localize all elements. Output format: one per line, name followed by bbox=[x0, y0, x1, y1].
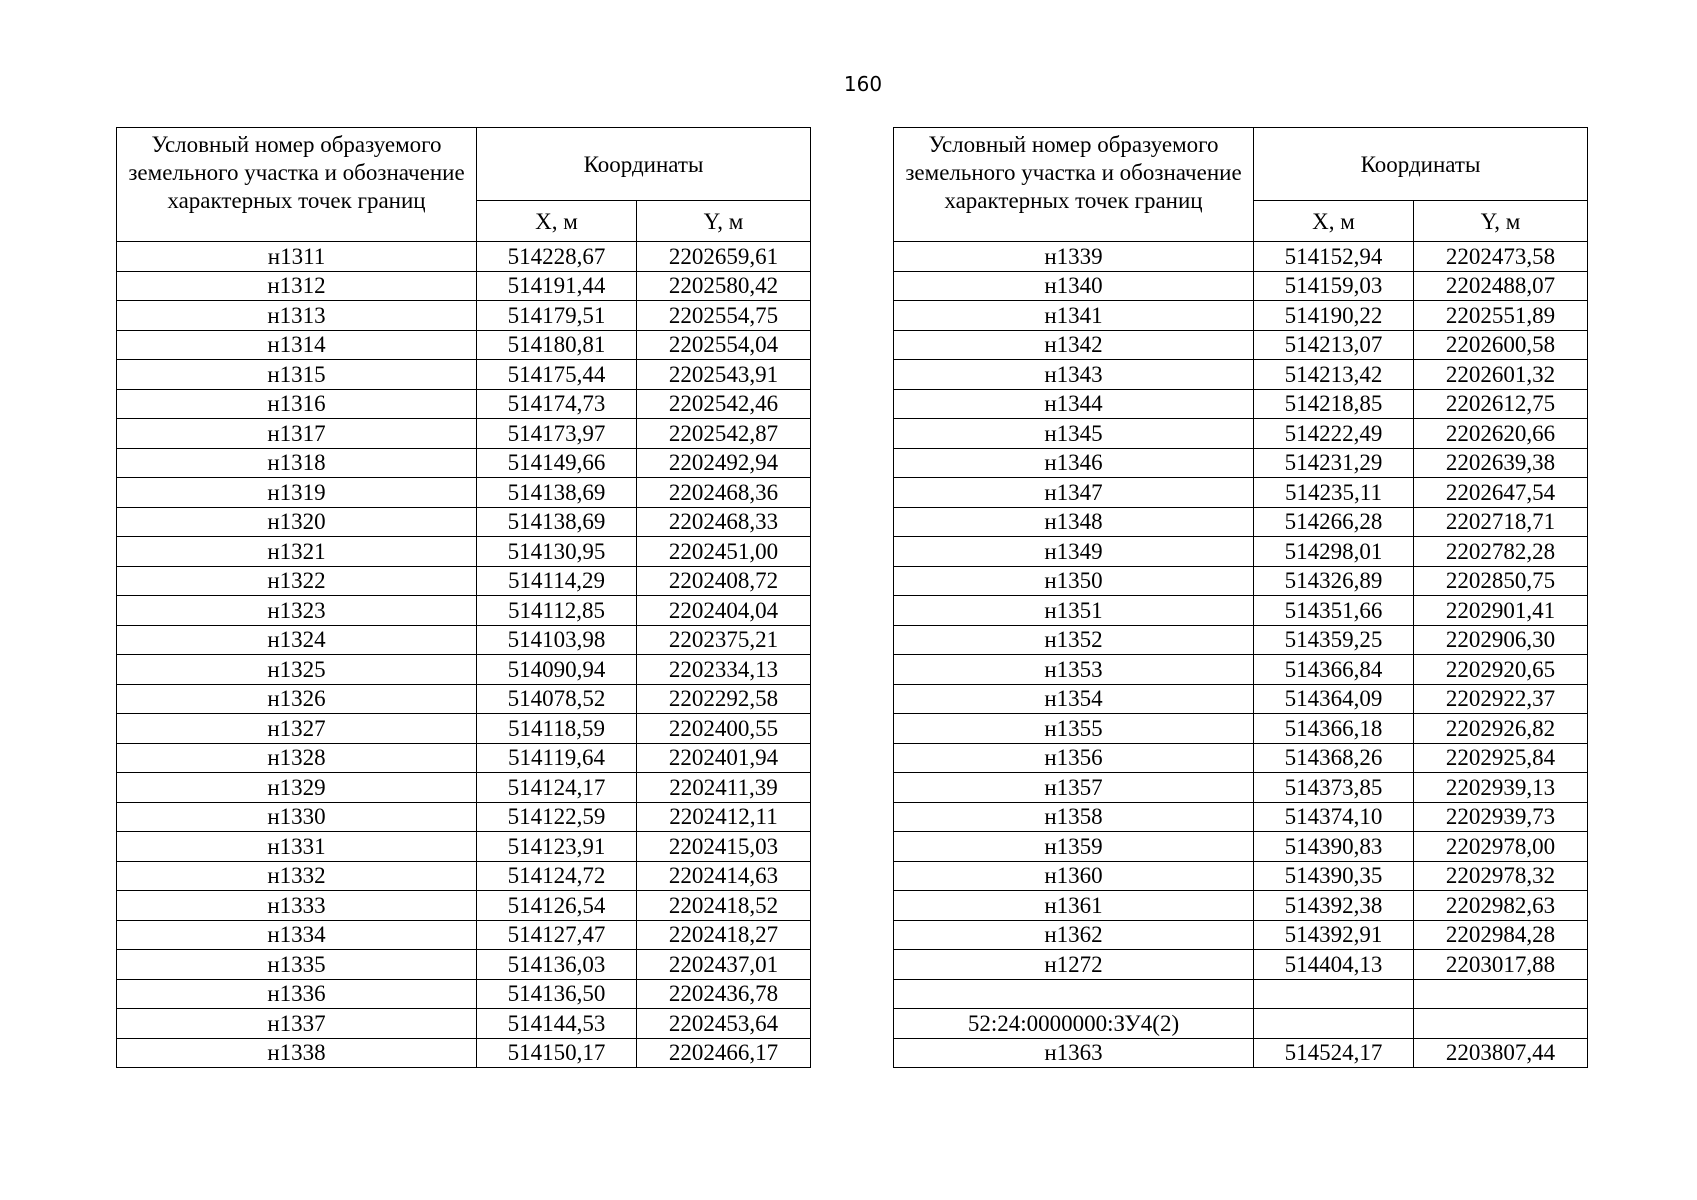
table-row bbox=[894, 950, 1588, 980]
x-coordinate-cell: 514124,72 bbox=[477, 861, 637, 891]
y-coordinate-cell: 2202554,04 bbox=[637, 330, 811, 360]
coordinates-table-left bbox=[116, 127, 811, 1068]
y-coordinate-cell: 2202925,84 bbox=[1414, 743, 1588, 773]
y-coordinate-cell: 2202408,72 bbox=[637, 566, 811, 596]
table-row bbox=[117, 920, 811, 950]
y-coordinate-cell: 2202639,38 bbox=[1414, 448, 1588, 478]
x-coordinate-cell: 514404,13 bbox=[1254, 950, 1414, 980]
y-coordinate-cell: 2202412,11 bbox=[637, 802, 811, 832]
y-coordinate-cell: 2202414,63 bbox=[637, 861, 811, 891]
y-coordinate-cell: 2202939,13 bbox=[1414, 773, 1588, 803]
point-name-cell: н1326 bbox=[117, 684, 477, 714]
point-name-cell: н1311 bbox=[117, 242, 477, 272]
x-coordinate-cell: 514123,91 bbox=[477, 832, 637, 862]
y-coordinate-cell: 2202473,58 bbox=[1414, 242, 1588, 272]
point-name-cell: н1315 bbox=[117, 360, 477, 390]
table-row bbox=[894, 419, 1588, 449]
y-coordinate-cell: 2202292,58 bbox=[637, 684, 811, 714]
y-coordinate-cell: 2202468,33 bbox=[637, 507, 811, 537]
point-name-cell: н1338 bbox=[117, 1038, 477, 1068]
table-row bbox=[894, 861, 1588, 891]
table-row bbox=[117, 625, 811, 655]
x-coordinate-cell: 514152,94 bbox=[1254, 242, 1414, 272]
x-coordinate-cell: 514231,29 bbox=[1254, 448, 1414, 478]
table-row bbox=[117, 655, 811, 685]
x-coordinate-cell: 514222,49 bbox=[1254, 419, 1414, 449]
point-name-cell: н1349 bbox=[894, 537, 1254, 567]
x-coordinate-cell: 514326,89 bbox=[1254, 566, 1414, 596]
point-name-cell: н1325 bbox=[117, 655, 477, 685]
table-row bbox=[894, 389, 1588, 419]
point-name-cell: н1348 bbox=[894, 507, 1254, 537]
y-coordinate-cell: 2202453,64 bbox=[637, 1009, 811, 1039]
x-coordinate-cell: 514191,44 bbox=[477, 271, 637, 301]
table-row bbox=[894, 655, 1588, 685]
table-body-right bbox=[894, 242, 1588, 1068]
table-row bbox=[117, 773, 811, 803]
table-row bbox=[117, 330, 811, 360]
y-coordinate-cell: 2202404,04 bbox=[637, 596, 811, 626]
y-coordinate-cell: 2202601,32 bbox=[1414, 360, 1588, 390]
point-name-cell: н1329 bbox=[117, 773, 477, 803]
y-coordinate-cell: 2202647,54 bbox=[1414, 478, 1588, 508]
point-name-cell: н1359 bbox=[894, 832, 1254, 862]
y-coordinate-cell: 2202718,71 bbox=[1414, 507, 1588, 537]
table-body-left bbox=[117, 242, 811, 1068]
coordinates-header: Координаты bbox=[1254, 128, 1588, 201]
table-row bbox=[117, 1038, 811, 1068]
point-name-cell: н1313 bbox=[117, 301, 477, 331]
point-name-cell: н1318 bbox=[117, 448, 477, 478]
point-name-cell: н1334 bbox=[117, 920, 477, 950]
x-coordinate-cell: 514228,67 bbox=[477, 242, 637, 272]
y-coordinate-cell: 2202926,82 bbox=[1414, 714, 1588, 744]
y-coordinate-cell: 2202554,75 bbox=[637, 301, 811, 331]
coordinates-table-right bbox=[893, 127, 1588, 1068]
x-coordinate-cell: 514144,53 bbox=[477, 1009, 637, 1039]
point-name-cell: н1312 bbox=[117, 271, 477, 301]
y-coordinate-cell: 2202850,75 bbox=[1414, 566, 1588, 596]
x-coordinate-cell: 514235,11 bbox=[1254, 478, 1414, 508]
point-name-cell: н1330 bbox=[117, 802, 477, 832]
point-name-cell: н1323 bbox=[117, 596, 477, 626]
table-row bbox=[117, 979, 811, 1009]
x-coordinate-cell: 514173,97 bbox=[477, 419, 637, 449]
y-coordinate-cell: 2202984,28 bbox=[1414, 920, 1588, 950]
x-coordinate-cell: 514213,42 bbox=[1254, 360, 1414, 390]
table-row bbox=[117, 832, 811, 862]
x-coordinate-cell: 514524,17 bbox=[1254, 1038, 1414, 1068]
x-coordinate-cell: 514390,83 bbox=[1254, 832, 1414, 862]
x-coordinate-cell: 514390,35 bbox=[1254, 861, 1414, 891]
x-coordinate-cell: 514298,01 bbox=[1254, 537, 1414, 567]
y-coordinate-cell: 2202620,66 bbox=[1414, 419, 1588, 449]
x-coordinate-cell: 514124,17 bbox=[477, 773, 637, 803]
point-name-cell: н1343 bbox=[894, 360, 1254, 390]
y-coordinate-cell: 2202492,94 bbox=[637, 448, 811, 478]
x-coordinate-cell: 514392,91 bbox=[1254, 920, 1414, 950]
y-coordinate-cell: 2202580,42 bbox=[637, 271, 811, 301]
y-coordinate-cell: 2202400,55 bbox=[637, 714, 811, 744]
table-row bbox=[117, 891, 811, 921]
table-row bbox=[117, 242, 811, 272]
table-row bbox=[894, 537, 1588, 567]
point-name-cell: н1347 bbox=[894, 478, 1254, 508]
x-coordinate-cell: 514112,85 bbox=[477, 596, 637, 626]
table-row bbox=[117, 566, 811, 596]
point-name-cell: 52:24:0000000:ЗУ4(2) bbox=[894, 1009, 1254, 1039]
table-row bbox=[117, 861, 811, 891]
table-row bbox=[894, 596, 1588, 626]
x-coordinate-cell: 514359,25 bbox=[1254, 625, 1414, 655]
table-row bbox=[117, 301, 811, 331]
x-coordinate-cell: 514175,44 bbox=[477, 360, 637, 390]
point-name-cell: н1317 bbox=[117, 419, 477, 449]
table-row bbox=[894, 507, 1588, 537]
table-row bbox=[894, 743, 1588, 773]
x-coordinate-cell: 514138,69 bbox=[477, 507, 637, 537]
table-row bbox=[117, 802, 811, 832]
y-coordinate-cell: 2202466,17 bbox=[637, 1038, 811, 1068]
table-row bbox=[894, 684, 1588, 714]
x-coordinate-cell: 514136,03 bbox=[477, 950, 637, 980]
point-name-cell: н1316 bbox=[117, 389, 477, 419]
x-coordinate-cell: 514127,47 bbox=[477, 920, 637, 950]
table-row bbox=[117, 743, 811, 773]
point-name-cell: н1345 bbox=[894, 419, 1254, 449]
table-row bbox=[117, 271, 811, 301]
table-row bbox=[894, 1038, 1588, 1068]
table-row bbox=[117, 714, 811, 744]
table-row bbox=[894, 271, 1588, 301]
page-number: 160 bbox=[843, 72, 883, 96]
point-name-cell: н1357 bbox=[894, 773, 1254, 803]
table-row bbox=[894, 979, 1588, 1009]
point-name-cell: н1322 bbox=[117, 566, 477, 596]
point-name-cell: н1319 bbox=[117, 478, 477, 508]
x-coordinate-cell: 514138,69 bbox=[477, 478, 637, 508]
point-name-cell bbox=[894, 979, 1254, 1009]
x-coordinate-cell: 514366,18 bbox=[1254, 714, 1414, 744]
y-coordinate-cell bbox=[1414, 1009, 1588, 1039]
y-coordinate-cell: 2202542,46 bbox=[637, 389, 811, 419]
table-row bbox=[117, 507, 811, 537]
y-coordinate-cell: 2202543,91 bbox=[637, 360, 811, 390]
x-coordinate-cell: 514351,66 bbox=[1254, 596, 1414, 626]
y-coordinate-cell: 2203017,88 bbox=[1414, 950, 1588, 980]
x-coordinate-cell: 514118,59 bbox=[477, 714, 637, 744]
point-name-cell: н1337 bbox=[117, 1009, 477, 1039]
x-coordinate-cell: 514119,64 bbox=[477, 743, 637, 773]
y-coordinate-cell: 2202542,87 bbox=[637, 419, 811, 449]
point-name-cell: н1342 bbox=[894, 330, 1254, 360]
y-coordinate-cell: 2203807,44 bbox=[1414, 1038, 1588, 1068]
table-row bbox=[117, 596, 811, 626]
x-coordinate-cell: 514090,94 bbox=[477, 655, 637, 685]
x-coordinate-cell: 514266,28 bbox=[1254, 507, 1414, 537]
table-row bbox=[894, 301, 1588, 331]
x-coordinate-cell: 514364,09 bbox=[1254, 684, 1414, 714]
y-coordinate-cell: 2202978,00 bbox=[1414, 832, 1588, 862]
table-row bbox=[894, 920, 1588, 950]
y-coordinate-cell: 2202411,39 bbox=[637, 773, 811, 803]
table-row bbox=[117, 478, 811, 508]
point-label-header: Условный номер образуемого земельного участка и обозначение характерных точек границ bbox=[117, 128, 477, 242]
x-coordinate-cell: 514213,07 bbox=[1254, 330, 1414, 360]
point-name-cell: н1331 bbox=[117, 832, 477, 862]
y-coordinate-cell: 2202488,07 bbox=[1414, 271, 1588, 301]
table-row bbox=[894, 625, 1588, 655]
point-name-cell: н1352 bbox=[894, 625, 1254, 655]
y-header: Y, м bbox=[1414, 201, 1588, 242]
coordinates-header: Координаты bbox=[477, 128, 811, 201]
point-name-cell: н1339 bbox=[894, 242, 1254, 272]
x-coordinate-cell: 514373,85 bbox=[1254, 773, 1414, 803]
y-coordinate-cell: 2202906,30 bbox=[1414, 625, 1588, 655]
table-row bbox=[894, 891, 1588, 921]
y-coordinate-cell: 2202901,41 bbox=[1414, 596, 1588, 626]
y-coordinate-cell: 2202451,00 bbox=[637, 537, 811, 567]
y-coordinate-cell: 2202401,94 bbox=[637, 743, 811, 773]
point-name-cell: н1361 bbox=[894, 891, 1254, 921]
y-coordinate-cell: 2202939,73 bbox=[1414, 802, 1588, 832]
x-coordinate-cell: 514103,98 bbox=[477, 625, 637, 655]
y-coordinate-cell: 2202418,27 bbox=[637, 920, 811, 950]
x-coordinate-cell: 514174,73 bbox=[477, 389, 637, 419]
table-row bbox=[117, 419, 811, 449]
point-name-cell: н1341 bbox=[894, 301, 1254, 331]
point-name-cell: н1351 bbox=[894, 596, 1254, 626]
point-name-cell: н1272 bbox=[894, 950, 1254, 980]
point-name-cell: н1321 bbox=[117, 537, 477, 567]
y-coordinate-cell: 2202612,75 bbox=[1414, 389, 1588, 419]
y-coordinate-cell: 2202468,36 bbox=[637, 478, 811, 508]
table-row bbox=[894, 1009, 1588, 1039]
x-coordinate-cell: 514136,50 bbox=[477, 979, 637, 1009]
y-header: Y, м bbox=[637, 201, 811, 242]
point-name-cell: н1356 bbox=[894, 743, 1254, 773]
x-coordinate-cell: 514368,26 bbox=[1254, 743, 1414, 773]
x-coordinate-cell: 514149,66 bbox=[477, 448, 637, 478]
point-name-cell: н1354 bbox=[894, 684, 1254, 714]
point-name-cell: н1363 bbox=[894, 1038, 1254, 1068]
y-coordinate-cell: 2202922,37 bbox=[1414, 684, 1588, 714]
table-row bbox=[894, 802, 1588, 832]
x-coordinate-cell: 514218,85 bbox=[1254, 389, 1414, 419]
point-name-cell: н1350 bbox=[894, 566, 1254, 596]
y-coordinate-cell bbox=[1414, 979, 1588, 1009]
table-row bbox=[894, 832, 1588, 862]
point-name-cell: н1328 bbox=[117, 743, 477, 773]
point-name-cell: н1360 bbox=[894, 861, 1254, 891]
point-label-header: Условный номер образуемого земельного участка и обозначение характерных точек границ bbox=[894, 128, 1254, 242]
table-row bbox=[117, 684, 811, 714]
table-row bbox=[117, 537, 811, 567]
table-row bbox=[117, 389, 811, 419]
table-row bbox=[894, 773, 1588, 803]
y-coordinate-cell: 2202334,13 bbox=[637, 655, 811, 685]
point-name-cell: н1362 bbox=[894, 920, 1254, 950]
point-name-cell: н1340 bbox=[894, 271, 1254, 301]
x-coordinate-cell: 514392,38 bbox=[1254, 891, 1414, 921]
table-row bbox=[117, 448, 811, 478]
point-name-cell: н1324 bbox=[117, 625, 477, 655]
table-row bbox=[894, 448, 1588, 478]
x-coordinate-cell: 514130,95 bbox=[477, 537, 637, 567]
point-name-cell: н1335 bbox=[117, 950, 477, 980]
x-coordinate-cell: 514122,59 bbox=[477, 802, 637, 832]
point-name-cell: н1353 bbox=[894, 655, 1254, 685]
x-coordinate-cell bbox=[1254, 1009, 1414, 1039]
point-name-cell: н1336 bbox=[117, 979, 477, 1009]
x-coordinate-cell: 514159,03 bbox=[1254, 271, 1414, 301]
x-coordinate-cell bbox=[1254, 979, 1414, 1009]
table-row bbox=[894, 566, 1588, 596]
x-coordinate-cell: 514078,52 bbox=[477, 684, 637, 714]
table-row bbox=[894, 478, 1588, 508]
point-name-cell: н1320 bbox=[117, 507, 477, 537]
y-coordinate-cell: 2202375,21 bbox=[637, 625, 811, 655]
table-row bbox=[117, 360, 811, 390]
x-coordinate-cell: 514179,51 bbox=[477, 301, 637, 331]
y-coordinate-cell: 2202415,03 bbox=[637, 832, 811, 862]
x-header: X, м bbox=[1254, 201, 1414, 242]
table-row bbox=[894, 330, 1588, 360]
point-name-cell: н1358 bbox=[894, 802, 1254, 832]
table-row bbox=[117, 950, 811, 980]
y-coordinate-cell: 2202551,89 bbox=[1414, 301, 1588, 331]
y-coordinate-cell: 2202982,63 bbox=[1414, 891, 1588, 921]
y-coordinate-cell: 2202600,58 bbox=[1414, 330, 1588, 360]
x-coordinate-cell: 514374,10 bbox=[1254, 802, 1414, 832]
point-name-cell: н1346 bbox=[894, 448, 1254, 478]
y-coordinate-cell: 2202782,28 bbox=[1414, 537, 1588, 567]
point-name-cell: н1344 bbox=[894, 389, 1254, 419]
table-row bbox=[894, 360, 1588, 390]
point-name-cell: н1355 bbox=[894, 714, 1254, 744]
point-name-cell: н1314 bbox=[117, 330, 477, 360]
x-header: X, м bbox=[477, 201, 637, 242]
y-coordinate-cell: 2202418,52 bbox=[637, 891, 811, 921]
x-coordinate-cell: 514180,81 bbox=[477, 330, 637, 360]
y-coordinate-cell: 2202920,65 bbox=[1414, 655, 1588, 685]
point-name-cell: н1327 bbox=[117, 714, 477, 744]
y-coordinate-cell: 2202437,01 bbox=[637, 950, 811, 980]
x-coordinate-cell: 514190,22 bbox=[1254, 301, 1414, 331]
point-name-cell: н1332 bbox=[117, 861, 477, 891]
table-row bbox=[894, 242, 1588, 272]
x-coordinate-cell: 514126,54 bbox=[477, 891, 637, 921]
table-row bbox=[894, 714, 1588, 744]
x-coordinate-cell: 514366,84 bbox=[1254, 655, 1414, 685]
y-coordinate-cell: 2202659,61 bbox=[637, 242, 811, 272]
table-row bbox=[117, 1009, 811, 1039]
y-coordinate-cell: 2202436,78 bbox=[637, 979, 811, 1009]
x-coordinate-cell: 514150,17 bbox=[477, 1038, 637, 1068]
x-coordinate-cell: 514114,29 bbox=[477, 566, 637, 596]
y-coordinate-cell: 2202978,32 bbox=[1414, 861, 1588, 891]
point-name-cell: н1333 bbox=[117, 891, 477, 921]
